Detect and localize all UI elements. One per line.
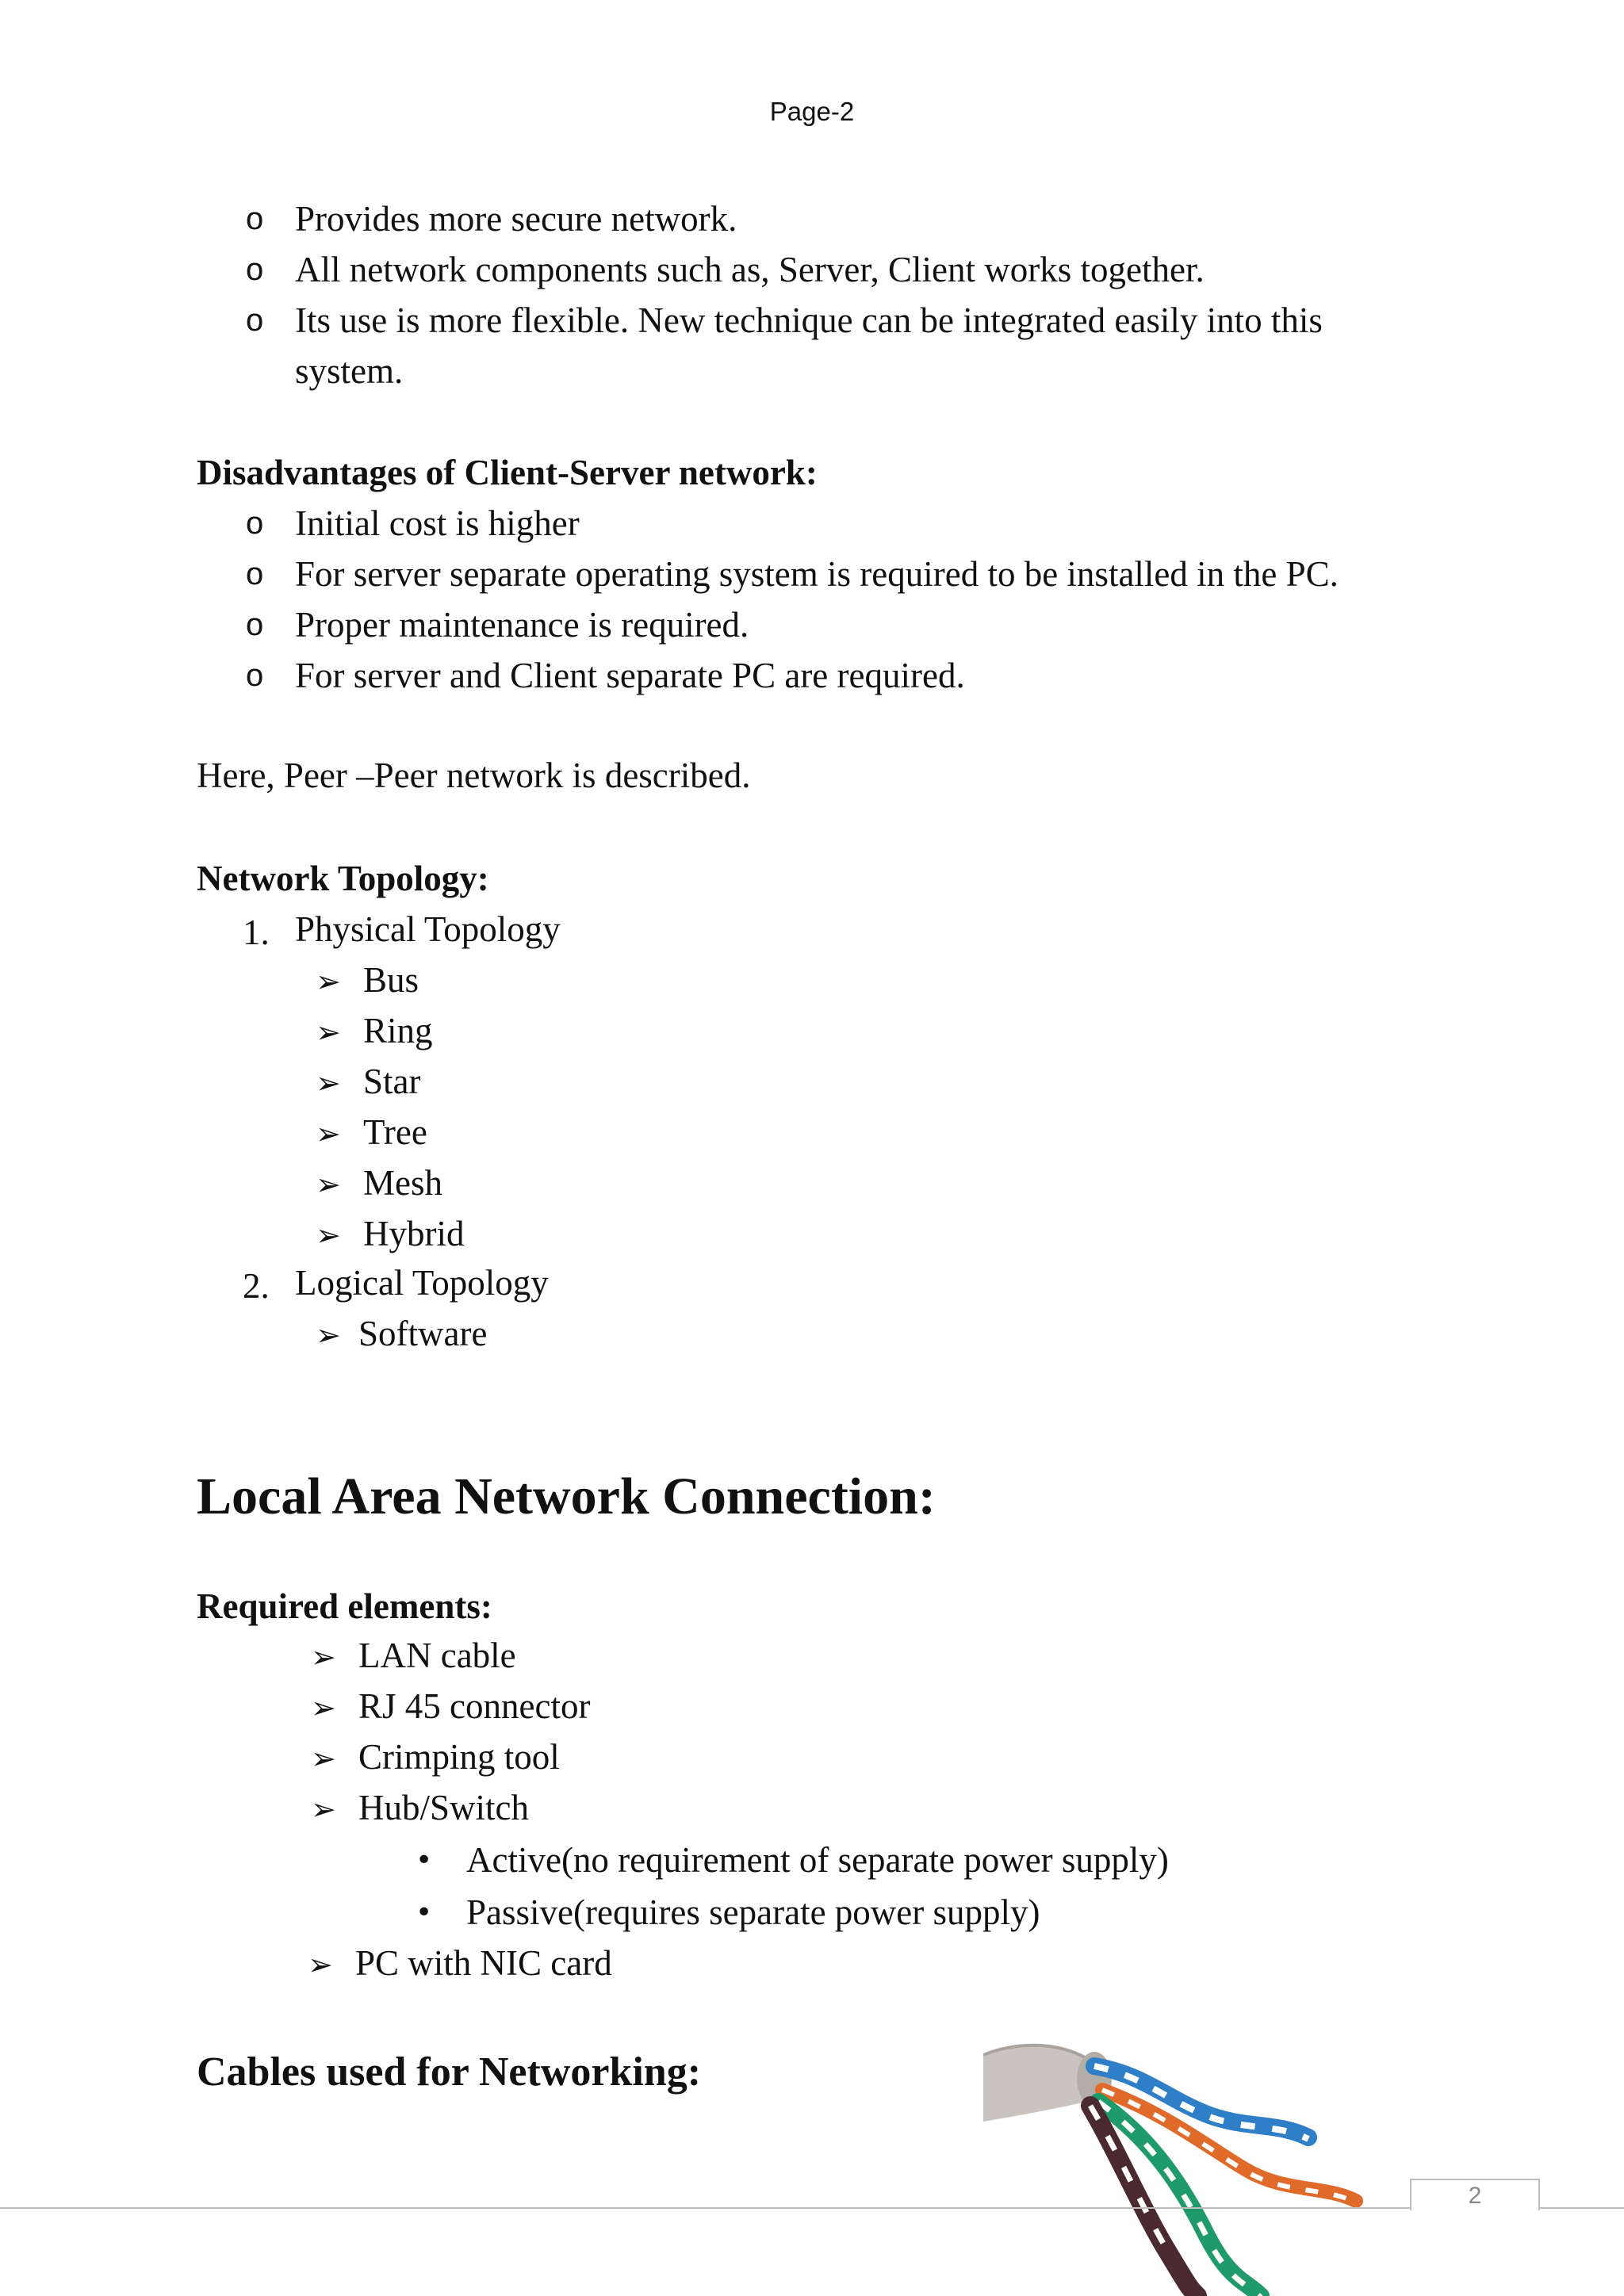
- hub-subitem-passive: Passive(requires separate power supply): [466, 1892, 1040, 1932]
- required-item: RJ 45 connector: [358, 1686, 591, 1726]
- required-item: Crimping tool: [358, 1737, 560, 1777]
- circle-bullet-icon: o: [246, 201, 264, 236]
- topology-item-mesh: Mesh: [363, 1163, 442, 1203]
- topology-item-ring: Ring: [363, 1011, 433, 1050]
- physical-topology-label: Physical Topology: [295, 909, 561, 949]
- footer-rule: [0, 2207, 1411, 2209]
- required-item: PC with NIC card: [355, 1943, 612, 1983]
- advantage-item: All network components such as, Server, Client works together.: [295, 250, 1205, 289]
- required-item: LAN cable: [358, 1636, 516, 1675]
- topology-item-bus: Bus: [363, 960, 419, 1000]
- required-item: Hub/Switch: [358, 1788, 530, 1827]
- arrow-bullet-icon: ➢: [316, 1318, 341, 1353]
- arrow-bullet-icon: ➢: [316, 964, 341, 999]
- hub-subitem-active: Active(no requirement of separate power supply): [466, 1840, 1169, 1880]
- peer-note: Here, Peer –Peer network is described.: [197, 756, 751, 795]
- dot-bullet-icon: •: [416, 1896, 433, 1929]
- disadvantage-item: For server separate operating system is required to be installed in the PC.: [295, 554, 1339, 594]
- advantage-item: Its use is more flexible. New technique can be integrated easily into this: [295, 300, 1323, 340]
- topology-item-star: Star: [363, 1062, 421, 1101]
- advantage-item-continuation: system.: [295, 351, 404, 391]
- lan-cable-image: [983, 2026, 1427, 2296]
- dot-bullet-icon: •: [416, 1844, 433, 1877]
- page-header-label: Page-2: [769, 97, 855, 126]
- circle-bullet-icon: o: [246, 506, 264, 541]
- disadvantages-heading: Disadvantages of Client-Server network:: [197, 453, 818, 492]
- circle-bullet-icon: o: [246, 607, 264, 642]
- topology-heading: Network Topology:: [197, 859, 489, 898]
- topology-item-hybrid: Hybrid: [363, 1214, 465, 1253]
- circle-bullet-icon: o: [246, 557, 264, 591]
- arrow-bullet-icon: ➢: [311, 1792, 336, 1827]
- arrow-bullet-icon: ➢: [316, 1218, 341, 1253]
- list-number: 2.: [243, 1266, 270, 1306]
- topology-item-tree: Tree: [363, 1112, 427, 1152]
- lan-title: Local Area Network Connection:: [197, 1468, 936, 1525]
- disadvantage-item: Initial cost is higher: [295, 503, 580, 543]
- footer-rule: [1538, 2207, 1624, 2209]
- list-number: 1.: [243, 913, 270, 952]
- logical-topology-label: Logical Topology: [295, 1263, 549, 1303]
- circle-bullet-icon: o: [246, 252, 264, 287]
- arrow-bullet-icon: ➢: [308, 1947, 333, 1982]
- page-number: 2: [1410, 2179, 1540, 2210]
- arrow-bullet-icon: ➢: [311, 1640, 336, 1674]
- circle-bullet-icon: o: [246, 658, 264, 693]
- required-heading: Required elements:: [197, 1586, 492, 1626]
- arrow-bullet-icon: ➢: [311, 1741, 336, 1776]
- disadvantage-item: For server and Client separate PC are required.: [295, 656, 965, 695]
- circle-bullet-icon: o: [246, 303, 264, 338]
- disadvantage-item: Proper maintenance is required.: [295, 605, 749, 645]
- arrow-bullet-icon: ➢: [316, 1066, 341, 1100]
- advantage-item: Provides more secure network.: [295, 199, 737, 239]
- arrow-bullet-icon: ➢: [311, 1690, 336, 1725]
- topology-item-software: Software: [358, 1314, 488, 1353]
- arrow-bullet-icon: ➢: [316, 1167, 341, 1202]
- arrow-bullet-icon: ➢: [316, 1015, 341, 1050]
- arrow-bullet-icon: ➢: [316, 1116, 341, 1151]
- cables-heading: Cables used for Networking:: [197, 2049, 702, 2095]
